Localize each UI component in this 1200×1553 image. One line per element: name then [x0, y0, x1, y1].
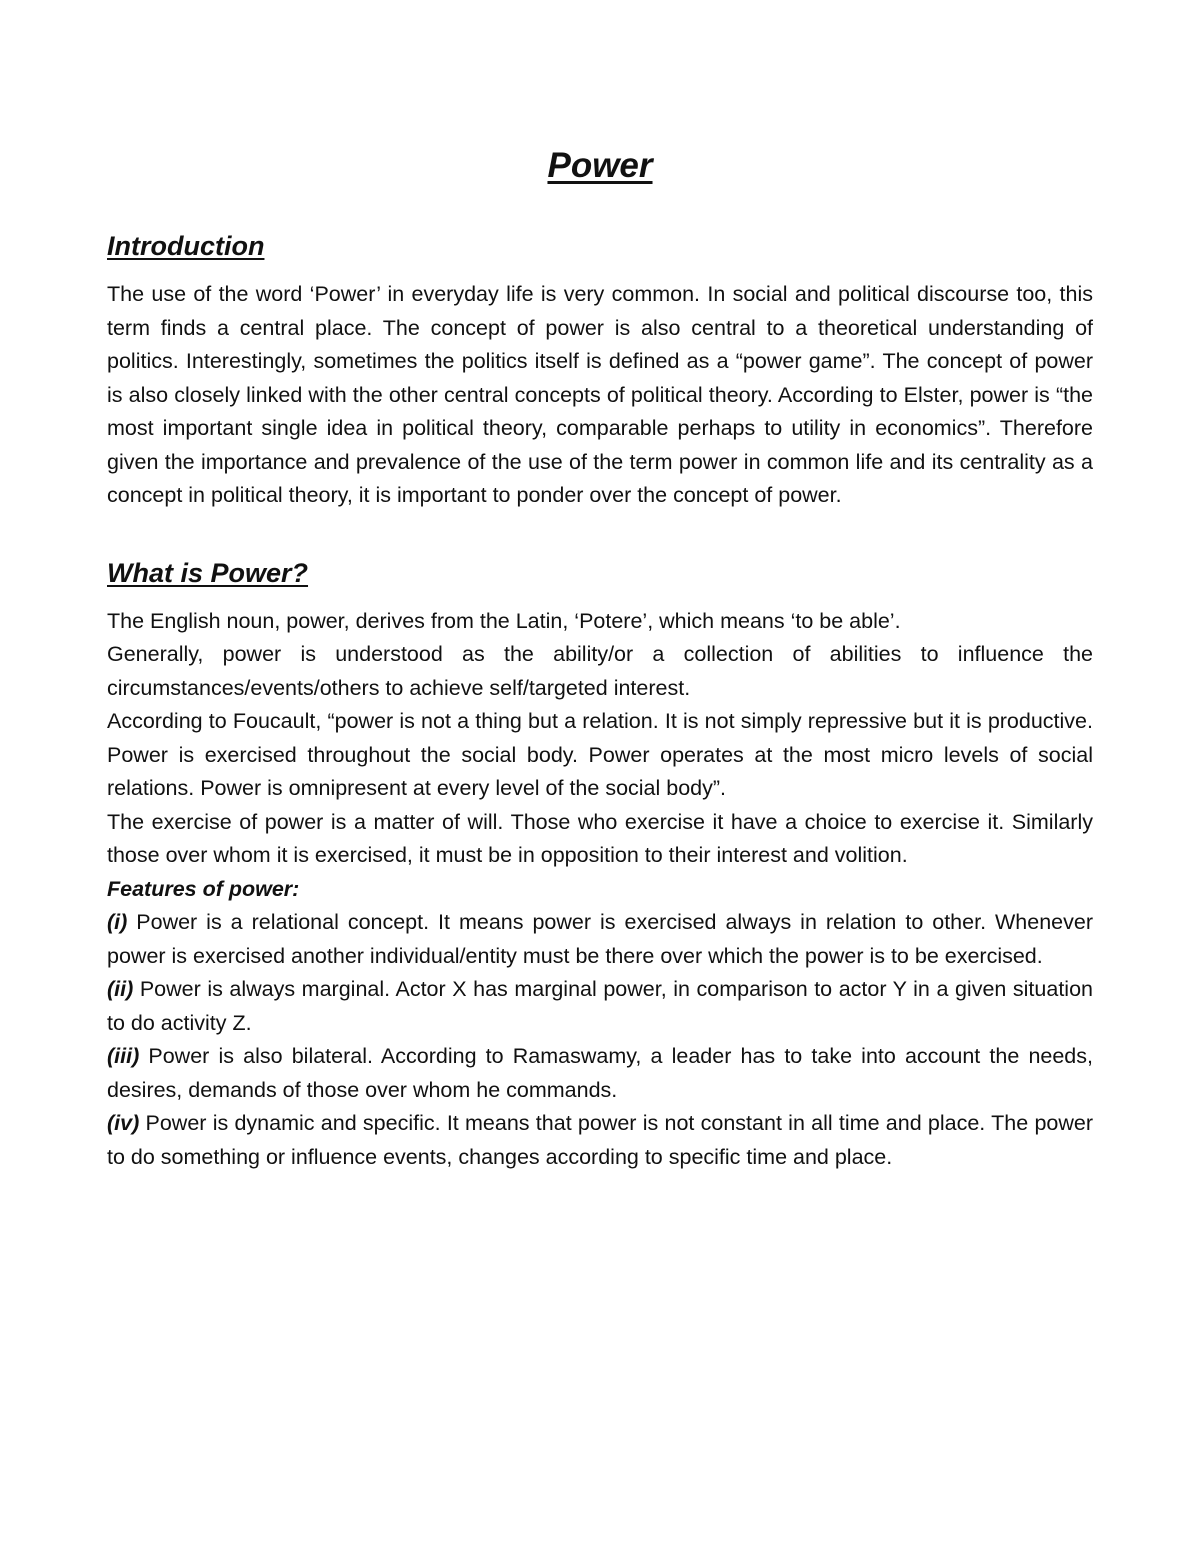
section-spacer	[107, 513, 1093, 553]
introduction-paragraph: The use of the word ‘Power’ in everyday life is very common. In social and political discourse too, this term finds a central place. The concept of power is also central to a theoretical understanding of politics. Interestingly, sometimes the politics itself is defined as a “power game”. The concept of power is also closely linked with the other central concepts of political theory. According to Elster, power is “the most important single idea in political theory, comparable perhaps to utility in economics”. Therefore given the importance and prevalence of the use of the term power in common life and its centrality as a concept in political theory, it is important to ponder over the concept of power.	[107, 282, 1093, 507]
introduction-heading: Introduction	[107, 231, 265, 261]
will-paragraph: The exercise of power is a matter of will. Those who exercise it have a choice to exercise it. Similarly those over whom it is exercised, it must be in opposition to their interest and volition.	[107, 809, 1093, 867]
feature-marker: (i)	[107, 910, 128, 934]
definition-paragraph: Generally, power is understood as the ability/or a collection of abilities to influence the circumstances/events/others to achieve self/targeted interest.	[107, 642, 1093, 700]
feature-text: Power is a relational concept. It means power is exercised always in relation to other. Whenever power is exercised another individual/entity must be there over which the power is to be exercised.	[107, 910, 1093, 968]
feature-text: Power is always marginal. Actor X has marginal power, in comparison to actor Y in a given situation to do activity Z.	[107, 977, 1093, 1035]
features-heading: Features of power:	[107, 876, 300, 901]
etymology-paragraph: The English noun, power, derives from the Latin, ‘Potere’, which means ‘to be able’.	[107, 608, 901, 633]
feature-marker: (iv)	[107, 1111, 140, 1135]
foucault-paragraph: According to Foucault, “power is not a thing but a relation. It is not simply repressive but it is productive. Power is exercised throughout the social body. Power operates at the most micro levels of social relations. Power is omnipresent at every level of the social body”.	[107, 709, 1093, 800]
feature-marker: (ii)	[107, 977, 134, 1001]
feature-marker: (iii)	[107, 1044, 140, 1068]
feature-item	[107, 1040, 1093, 1107]
feature-item	[107, 1107, 1093, 1174]
feature-item	[107, 973, 1093, 1040]
feature-text: Power is also bilateral. According to Ramaswamy, a leader has to take into account the needs, desires, demands of those over whom he commands.	[107, 1044, 1093, 1102]
feature-text: Power is dynamic and specific. It means that power is not constant in all time and place. The power to do something or influence events, changes according to specific time and place.	[107, 1111, 1093, 1169]
feature-item	[107, 906, 1093, 973]
document-title: Power	[547, 146, 653, 185]
document-page	[107, 140, 1093, 1174]
what-is-power-heading: What is Power?	[107, 557, 309, 588]
